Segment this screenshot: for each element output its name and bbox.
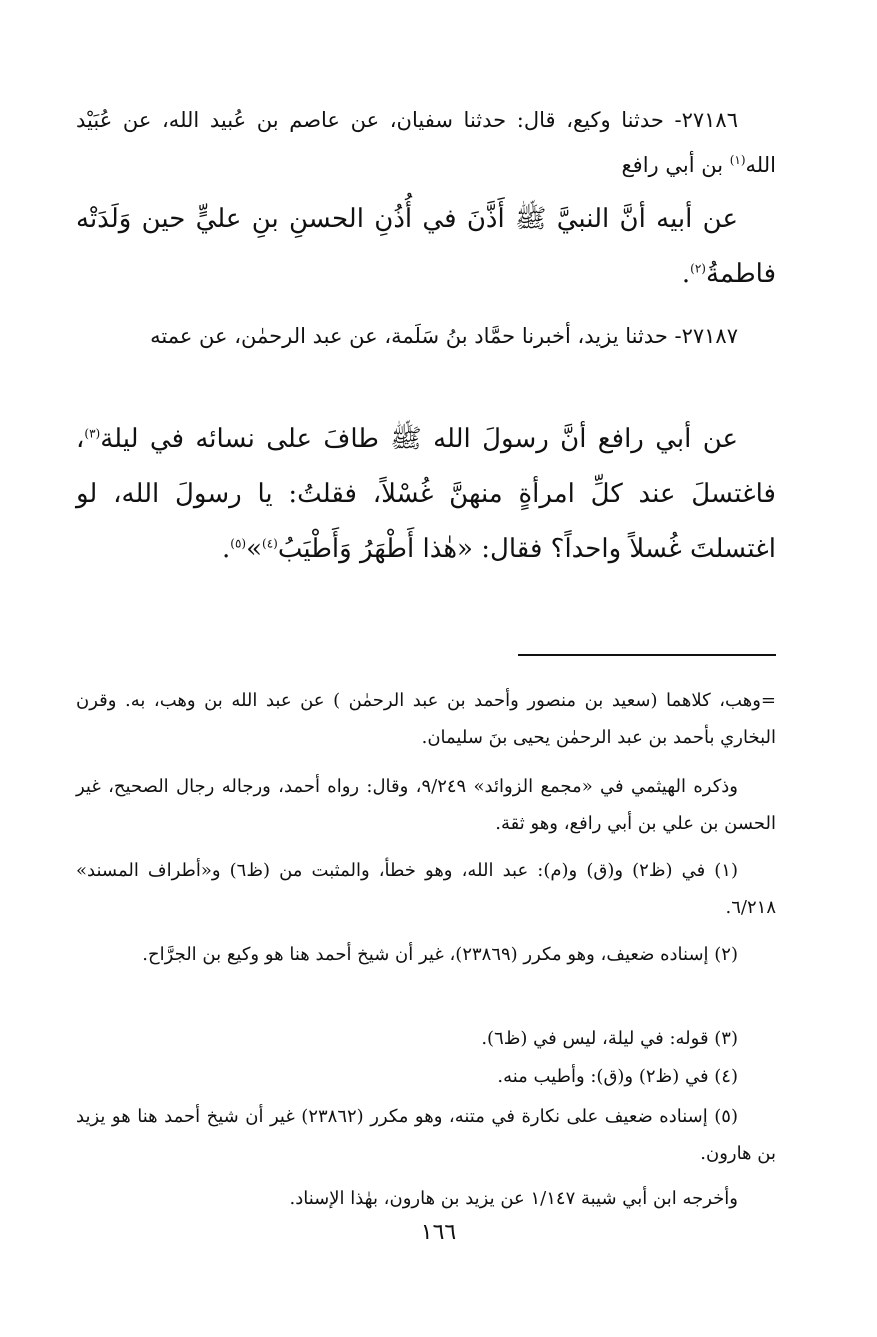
hadith-27187-matn-end: . [222,534,231,564]
hadith-27187-isnad-text: ٢٧١٨٧- حدثنا يزيد، أخبرنا حمَّاد بنُ سَلَمة، عن عبد الرحمٰن، عن عمته [150,324,738,348]
footnote-continuation-2: وذكره الهيثمي في «مجمع الزوائد» ٩/٢٤٩، وقال: رواه أحمد، ورجاله رجال الصحيح، غير الحسن بن علي بن أبي رافع، وهو ثقة. [76,776,776,834]
footnote-5-continuation: وأخرجه ابن أبي شيبة ١/١٤٧ عن يزيد بن هارون، بهٰذا الإسناد. [289,1188,738,1209]
footnote-ref-2[interactable]: (٢) [690,261,706,276]
hadith-27187-matn-text-3: » [246,534,263,564]
hadith-27186-matn [76,192,776,302]
hadith-27187-matn [76,412,776,577]
hadith-27187-isnad [76,314,776,359]
footnote-1: (١) في (ظ٢) و(ق) و(م): عبد الله، وهو خطأ، والمثبت من (ظ٦) و«أطراف المسند» ٦/٢١٨. [76,860,776,918]
hadith-27186-matn-text: عن أبيه أنَّ النبيَّ ﷺ أَذَّنَ في أُذُنِ الحسنِ بنِ عليٍّ حين وَلَدَتْه فاطمةُ [76,204,776,289]
footnote-4: (٤) في (ظ٢) و(ق): وأطيب منه. [497,1066,738,1087]
footnote-ref-1[interactable]: (١) [729,153,746,167]
footnote-separator [518,654,776,656]
footnote-ref-4[interactable]: (٤) [262,536,278,551]
page-number: ١٦٦ [420,1220,457,1245]
hadith-27186-isnad-end: بن أبي رافع [621,153,730,177]
hadith-27187-matn-text-2: ، فاغتسلَ عند كلِّ امرأةٍ منهنَّ غُسْلاً، فقلتُ: يا رسولَ الله، لو اغتسلتَ غُسلاً واحداً؟ فقال: «هٰذا أَطْهَرُ وَأَطْيَبُ [76,424,776,564]
footnote-ref-5[interactable]: (٥) [230,536,247,551]
hadith-27186-isnad [76,98,776,188]
hadith-27186-isnad-text: ٢٧١٨٦- حدثنا وكيع، قال: حدثنا سفيان، عن عاصم بن عُبيد الله، عن عُبَيْد الله [76,108,776,177]
footnote-ref-3[interactable]: (٣) [84,426,101,441]
footnote-3: (٣) قوله: في ليلة، ليس في (ظ٦). [481,1028,738,1049]
footnote-continuation-1: =وهب، كلاهما (سعيد بن منصور وأحمد بن عبد الرحمٰن ) عن عبد الله بن وهب، به. وقرن البخاري بأحمد بن عبد الرحمٰن يحيى بنَ سليمان. [76,690,776,748]
hadith-27186-matn-end: . [681,259,691,289]
hadith-27187-matn-text-1: عن أبي رافع أنَّ رسولَ الله ﷺ طافَ على نسائه في ليلة [100,424,738,454]
footnote-5: (٥) إسناده ضعيف على نكارة في متنه، وهو مكرر (٢٣٨٦٢) غير أن شيخ أحمد هنا هو يزيد بن هارون. [76,1106,776,1164]
footnote-2: (٢) إسناده ضعيف، وهو مكرر (٢٣٨٦٩)، غير أن شيخ أحمد هنا هو وكيع بن الجرَّاح. [142,944,738,965]
